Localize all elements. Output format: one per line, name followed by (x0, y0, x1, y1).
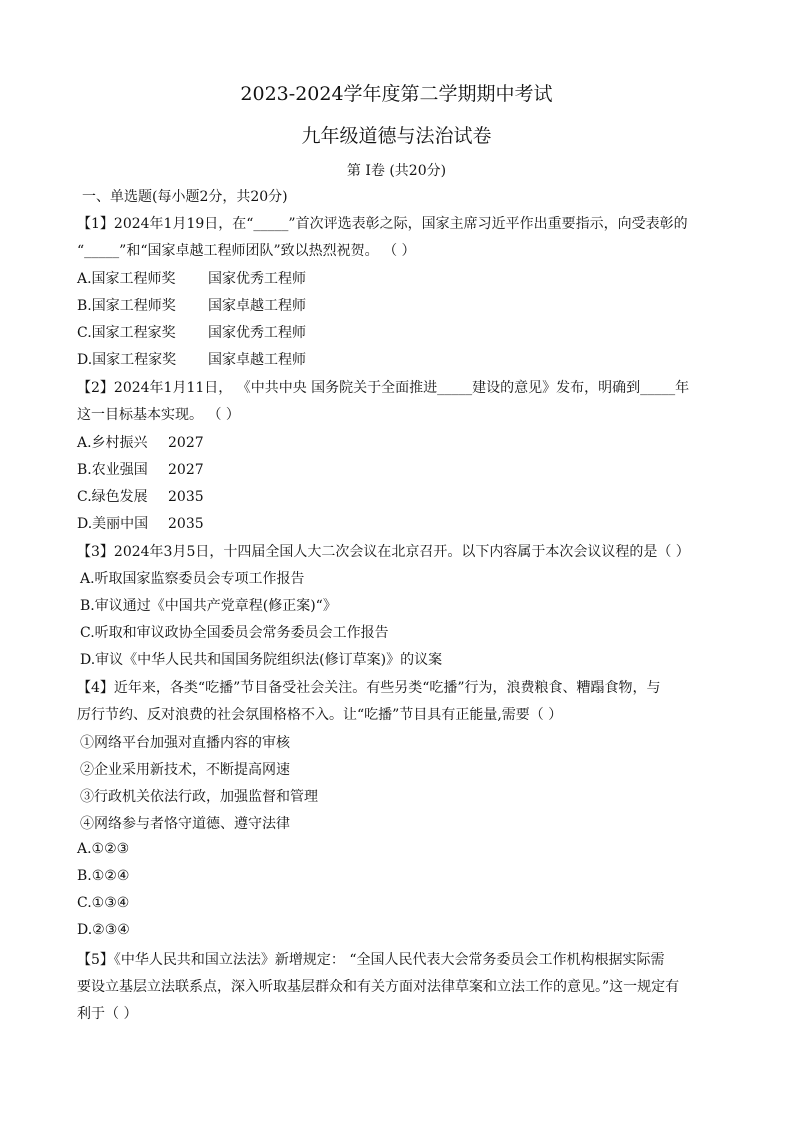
q3-option-d: D.审议《中华人民共和国国务院组织法(修订草案)》的议案 (80, 652, 443, 668)
q1-option-a (77, 268, 306, 288)
q4-stem-line2: 厉行节约、反对浪费的社会氛围格格不入。让“吃播”节目具有正能量,需要（ ） (77, 707, 563, 723)
q3-option-a: A.听取国家监察委员会专项工作报告 (80, 571, 305, 587)
q4-item-3: ③行政机关依法行政，加强监督和管理 (80, 789, 318, 805)
q5-stem-line1: 【5】《中华人民共和国立法法》新增规定： “全国人民代表大会常务委员会工作机构根据实际需 (77, 952, 665, 968)
volume-label: 第 Ⅰ卷 (共20分) (346, 163, 447, 179)
q1-option-c (77, 322, 306, 342)
exam-title: 2023-2024学年度第二学期期中考试 (240, 83, 553, 105)
q2-option-b-part2: 2027 (168, 462, 204, 478)
q2-option-d (77, 513, 204, 533)
q5-stem-line3: 利于（ ） (77, 1006, 138, 1022)
q2-option-a (77, 432, 204, 452)
q4-option-b: B.①②④ (77, 868, 130, 884)
q2-option-b (77, 459, 204, 479)
q1-option-c-part2: 国家优秀工程师 (208, 325, 306, 341)
q1-stem-line2: “_____”和“国家卓越工程师团队”致以热烈祝贺。 （ ） (77, 243, 416, 259)
q4-option-a: A.①②③ (77, 841, 130, 857)
q1-option-c-part1: C.国家工程家奖 (77, 325, 176, 341)
q1-option-d (77, 349, 306, 369)
q2-option-c-part1: C.绿色发展 (77, 489, 148, 505)
q4-item-1: ①网络平台加强对直播内容的审核 (80, 735, 290, 751)
section-heading: 一、单选题(每小题2分，共20分) (82, 189, 288, 205)
q2-stem-line1: 【2】2024年1月11日， 《中共中央 国务院关于全面推进_____建设的意见》发布，明确到_____年 (77, 380, 690, 396)
q2-option-a-part2: 2027 (168, 435, 204, 451)
q2-stem-line2: 这一目标基本实现。 （ ） (77, 407, 240, 423)
q4-option-d: D.②③④ (77, 922, 130, 938)
q1-option-b-part2: 国家卓越工程师 (208, 298, 306, 314)
q3-option-c: C.听取和审议政协全国委员会常务委员会工作报告 (80, 625, 389, 641)
q1-option-a-part2: 国家优秀工程师 (208, 271, 306, 287)
q4-item-2: ②企业采用新技术，不断提高网速 (80, 762, 290, 778)
q3-option-b: B.审议通过《中国共产党章程(修正案)“》 (80, 598, 337, 614)
q1-option-d-part1: D.国家工程家奖 (77, 352, 177, 368)
q2-option-c (77, 486, 204, 506)
q1-option-b (77, 295, 306, 315)
q2-option-b-part1: B.农业强国 (77, 462, 148, 478)
q1-stem-line1: 【1】2024年1月19日，在“_____”首次评选表彰之际，国家主席习近平作出重要指示，向受表彰的 (77, 216, 688, 232)
q2-option-a-part1: A.乡村振兴 (77, 435, 148, 451)
q3-stem-line1: 【3】2024年3月5日，十四届全国人大二次会议在北京召开。以下内容属于本次会议议程的是（ ） (77, 544, 690, 560)
q2-option-c-part2: 2035 (168, 489, 204, 505)
q4-stem-line1: 【4】近年来，各类“吃播”节目备受社会关注。有些另类“吃播”行为，浪费粮食、糟蹋食物，与 (77, 680, 661, 696)
exam-subtitle: 九年级道德与法治试卷 (301, 125, 492, 147)
q5-stem-line2: 要设立基层立法联系点，深入听取基层群众和有关方面对法律草案和立法工作的意见。”这一规定有 (77, 979, 680, 995)
q2-option-d-part2: 2035 (168, 516, 204, 532)
q2-option-d-part1: D.美丽中国 (77, 516, 149, 532)
q4-option-c: C.①③④ (77, 895, 130, 911)
q4-item-4: ④网络参与者恪守道德、遵守法律 (80, 816, 290, 832)
q1-option-a-part1: A.国家工程师奖 (77, 271, 176, 287)
q1-option-d-part2: 国家卓越工程师 (208, 352, 306, 368)
q1-option-b-part1: B.国家工程师奖 (77, 298, 176, 314)
